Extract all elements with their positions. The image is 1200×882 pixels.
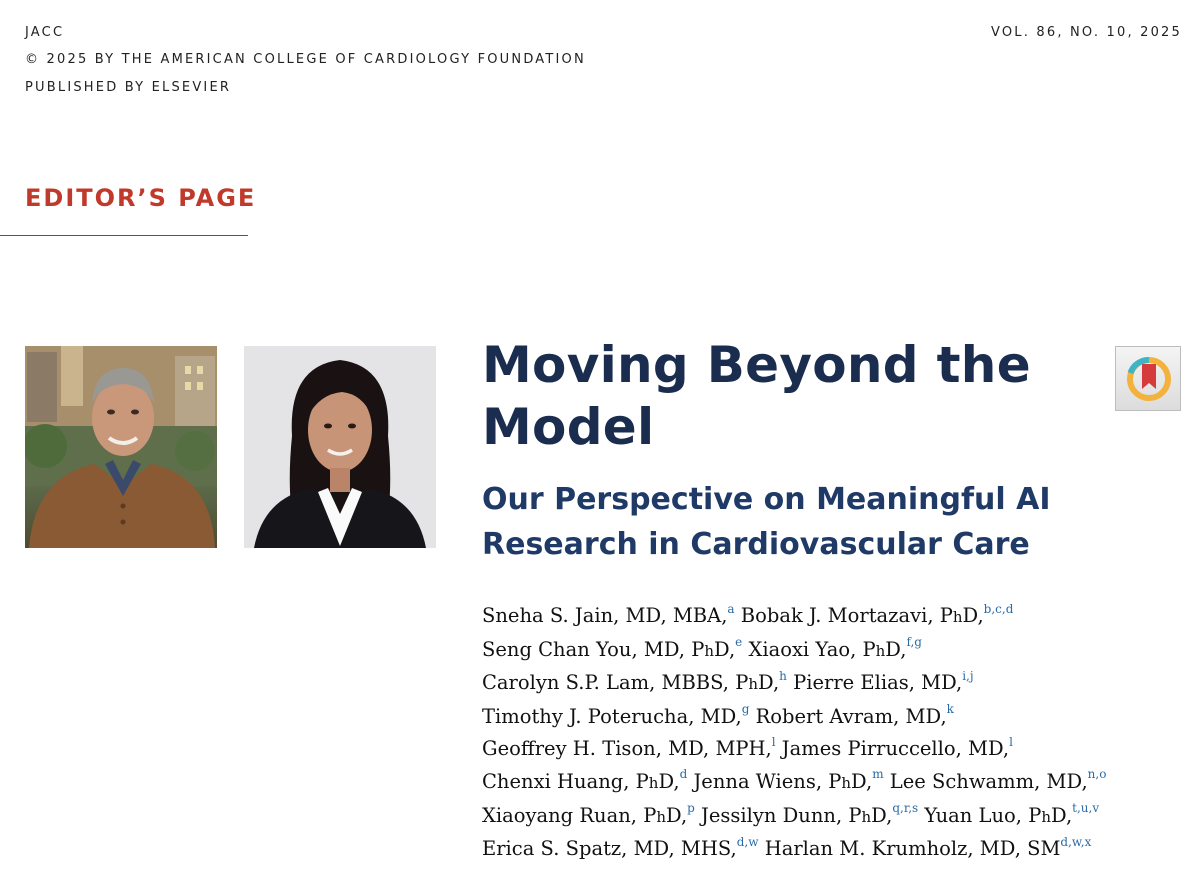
author-line bbox=[482, 766, 1182, 800]
author-name: Xiaoyang Ruan, PhD, bbox=[482, 803, 688, 827]
author-line bbox=[482, 733, 1182, 766]
affiliation-link[interactable]: d bbox=[679, 767, 688, 782]
copyright-line: © 2025 BY THE AMERICAN COLLEGE OF CARDIOLOGY FOUNDATION bbox=[25, 52, 586, 67]
portrait-man-image bbox=[25, 346, 217, 548]
author-name: Xiaoxi Yao, PhD, bbox=[748, 637, 907, 661]
author-line bbox=[482, 833, 1182, 866]
author-line bbox=[482, 800, 1182, 834]
journal-name: JACC bbox=[25, 25, 65, 40]
author-name: Carolyn S.P. Lam, MBBS, PhD, bbox=[482, 671, 780, 695]
publisher-line: PUBLISHED BY ELSEVIER bbox=[25, 80, 232, 95]
author-name: Timothy J. Poterucha, MD, bbox=[482, 704, 742, 728]
volume-issue: VOL. 86, NO. 10, 2025 bbox=[991, 25, 1182, 40]
author-name: Yuan Luo, PhD, bbox=[924, 803, 1073, 827]
author-name: Harlan M. Krumholz, MD, SM bbox=[764, 837, 1061, 861]
section-label: EDITOR’S PAGE bbox=[25, 184, 257, 212]
affiliation-link[interactable]: n,o bbox=[1087, 767, 1107, 782]
affiliation-link[interactable]: g bbox=[741, 702, 750, 717]
affiliation-link[interactable]: p bbox=[687, 801, 695, 816]
article-subtitle: Our Perspective on Meaningful AI Research in Cardiovascular Care bbox=[482, 482, 1051, 562]
affiliation-link[interactable]: d,w bbox=[736, 834, 759, 849]
author-name: Geoffrey H. Tison, MD, MPH, bbox=[482, 737, 772, 761]
crossmark-icon bbox=[1116, 347, 1182, 412]
affiliation-link[interactable]: l bbox=[771, 734, 776, 749]
affiliation-link[interactable]: f,g bbox=[906, 635, 922, 650]
author-name: Erica S. Spatz, MD, MHS, bbox=[482, 837, 737, 861]
author-name: Seng Chan You, MD, PhD, bbox=[482, 637, 736, 661]
author-name: Jenna Wiens, PhD, bbox=[693, 769, 873, 793]
affiliation-link[interactable]: m bbox=[872, 767, 884, 782]
affiliation-link[interactable]: d,w,x bbox=[1060, 834, 1092, 849]
author-photo-2 bbox=[244, 346, 436, 548]
author-list bbox=[482, 600, 1182, 866]
affiliation-link[interactable]: q,r,s bbox=[892, 801, 919, 816]
author-name: James Pirruccello, MD, bbox=[781, 737, 1010, 761]
affiliation-link[interactable]: e bbox=[735, 635, 743, 650]
author-name: Chenxi Huang, PhD, bbox=[482, 769, 680, 793]
section-divider bbox=[0, 235, 248, 236]
author-name: Bobak J. Mortazavi, PhD, bbox=[740, 604, 984, 627]
author-name: Jessilyn Dunn, PhD, bbox=[701, 803, 893, 827]
affiliation-link[interactable]: h bbox=[779, 668, 787, 683]
affiliation-link[interactable]: l bbox=[1009, 734, 1013, 749]
article-title: Moving Beyond the Model bbox=[482, 336, 1031, 456]
author-photo-1 bbox=[25, 346, 217, 548]
crossmark-button[interactable] bbox=[1115, 346, 1181, 411]
author-name: Lee Schwamm, MD, bbox=[889, 769, 1088, 793]
author-name: Pierre Elias, MD, bbox=[793, 671, 963, 695]
affiliation-link[interactable]: t,u,v bbox=[1072, 801, 1100, 816]
author-line bbox=[482, 600, 1182, 634]
affiliation-link[interactable]: b,c,d bbox=[983, 601, 1014, 616]
author-line bbox=[482, 667, 1182, 701]
author-line bbox=[482, 634, 1182, 668]
portrait-woman-image bbox=[244, 346, 436, 548]
author-name: Sneha S. Jain, MD, MBA, bbox=[482, 604, 728, 627]
affiliation-link[interactable]: i,j bbox=[962, 668, 974, 683]
author-line bbox=[482, 701, 1182, 734]
affiliation-link[interactable]: k bbox=[946, 702, 954, 717]
affiliation-link[interactable]: a bbox=[727, 601, 735, 616]
author-name: Robert Avram, MD, bbox=[755, 704, 947, 728]
